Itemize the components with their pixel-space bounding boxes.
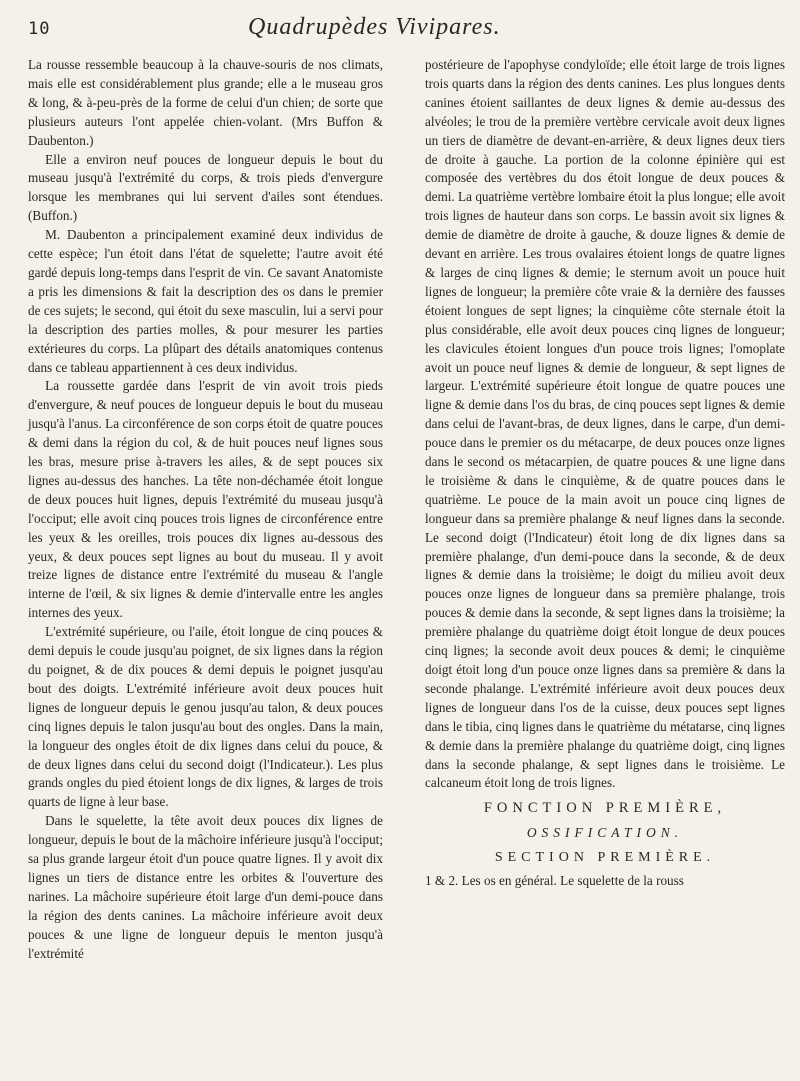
right-column [425, 56, 785, 891]
paragraph: M. Daubenton a principalement examiné deux individus de cette espèce; l'un étoit dans l'état de squelette; l'autre avoit été gardé depuis long-temps dans l'esprit de vin. Ce savant Anatomiste a pris les dimensions & fait la description des os dans le premier de ces sujets; le second, qui étoit du sexe masculin, lui a servi pour la description des parties molles, & pour mesurer les parties extérieures du corps. La plûpart des détails anatomiques contenus dans ce tableau appartiennent à ces deux individus. [28, 227, 383, 375]
paragraph: La roussette gardée dans l'esprit de vin avoit trois pieds d'envergure, & neuf pouces de longueur depuis le bout du museau jusqu'à l'anus. La circonférence de son corps étoit de quatre pouces & demi dans la région du col, & de huit pouces neuf lignes sous les bras, mesure prise à-travers les ailes, & de sept pouces six lignes au-dessus des hanches. La tête non-déchamée étoit longue de deux pouces huit lignes, depuis l'extrémité du museau jusqu'à l'occiput; elle avoit cinq pouces trois lignes de circonférence entre les yeux & les oreilles, trois pouces dix lignes au-dessous des yeux, & deux pouces sept lignes au bout du museau. Il y avoit treize lignes de distance entre l'extrémité du museau & l'angle interne de l'œil, & six lignes & demie d'intervalle entre les angles internes des yeux. [28, 378, 383, 621]
paragraph: La rousse ressemble beaucoup à la chauve-souris de nos climats, mais elle est considérablement plus grande; elle a le museau gros & long, & à-peu-près de la forme de celui d'un chien; de sorte que plusieurs auteurs l'ont appelée chien-volant. (Mrs Buffon & Daubenton.) [28, 57, 383, 148]
page-header [28, 14, 772, 54]
page-number: 10 [28, 19, 51, 39]
paragraph: Elle a environ neuf pouces de longueur depuis le bout du museau jusqu'à l'extrémité du corps, & trois pieds d'envergure lorsque les membranes qui lui servent d'ailes sont étendues. (Buffon.) [28, 151, 383, 224]
section-heading-ossification: OSSIFICATION. [526, 825, 684, 841]
running-title: Quadrupèdes Vivipares. [248, 14, 501, 40]
section-heading-function: FONCTION PREMIÈRE, [483, 800, 727, 817]
paragraph: L'extrémité supérieure, ou l'aile, étoit longue de cinq pouces & demi depuis le coude jusqu'au poignet, de six lignes dans la région du poignet, & de dix pouces & demi depuis le poignet jusqu'au bout des doigts. L'extrémité inférieure avoit deux pouces huit lignes de longueur depuis le genou jusqu'au talon, & deux pouces cinq lignes depuis le talon jusqu'au bout des ongles. Dans la main, la longueur des ongles étoit de dix lignes dans celui du pouce, & de deux lignes dans celui du second doigt (l'Indicateur.). Les plus grands ongles du pied étoient longs de dix lignes, & larges de trois quarts de ligne à leur base. [28, 624, 383, 810]
section-heading-section: SECTION PREMIÈRE. [494, 850, 716, 866]
paragraph: postérieure de l'apophyse condyloïde; elle étoit large de trois lignes trois quarts dans la région des dents canines. Les plus longues dents canines étoient saillantes de deux lignes & demie au-dessus des alvéoles; le trou de la première vertèbre cervicale avoit deux lignes un tiers de diamètre de devant-en-arrière, & deux lignes deux tiers de droite à gauche. La portion de la colonne épinière qui est composée des vertèbres du dos étoit longue de deux pouces & demi. La quatrième vertèbre lombaire étoit la plus longue; elle avoit trois lignes de hauteur dans son corps. Le bassin avoit six lignes & demie de diamètre de droite à gauche, & douze lignes & demie de devant en arrière. Les trous ovalaires étoient longs de quatre lignes & larges de cinq lignes & demie; le sternum avoit un pouce huit lignes de longueur; la première côte vraie & la dernière des fausses étoient longues de sept lignes; la cinquième côte sternale étoit la plus considérable, elle avoit deux pouces cinq lignes de longueur; les clavicules étoient longues d'un pouce trois lignes; l'omoplate avoit un pouce neuf lignes & demie de longueur, & sept lignes de largeur. L'extrémité supérieure étoit longue de quatre pouces une ligne & demie dans l'os du bras, de cinq pouces sept lignes & demie dans celui de l'avant-bras, de deux lignes, dans le carpe, d'un demi-pouce dans le premier os du métacarpe, de deux pouces onze lignes dans le second os métacarpien, de quatre pouces & une ligne dans le troisième & dans le cinquième, & de quatre pouces dans le quatrième. Le pouce de la main avoit un pouce cinq lignes de longueur dans sa première phalange & neuf lignes dans la seconde. Le second doigt (l'Indicateur) étoit long de dix lignes dans sa première phalange, d'un demi-pouce dans la seconde, & de deux lignes & demie dans la troisième; le doigt du milieu avoit deux pouces onze lignes de longueur dans sa première phalange, trois pouces & demie dans la seconde, & sept lignes dans la troisième; la première phalange du quatrième doigt étoit longue de deux pouces cinq lignes; la seconde avoit deux pouces & demi; le cinquième doigt étoit long d'un pouce onze lignes dans sa première & dans la seconde phalange. L'extrémité inférieure avoit deux pouces deux lignes de longueur dans l'os de la cuisse, deux pouces sept lignes dans le tibia, cinq lignes dans le quatrième du métatarse, cinq lignes & demie dans la première phalange du quatrième doigt, cinq lignes dans la seconde phalange, & sept lignes dans le troisième. Le calcaneum étoit long de trois lignes. [425, 57, 785, 791]
closing-line: 1 & 2. Les os en général. Le squelette de la rouss [425, 873, 684, 889]
paragraph: Dans le squelette, la tête avoit deux pouces dix lignes de longueur, depuis le bout de la mâchoire inférieure jusqu'à l'occiput; sa plus grande largeur étoit d'un pouce quatre lignes. Il y avoit dix lignes un tiers de distance entre les orbites & l'ouverture des narines. La mâchoire supérieure étoit large d'un demi-pouce dans la région des dents canines. La mâchoire inférieure avoit deux pouces & une ligne de longueur depuis le menton jusqu'à l'extrémité [28, 813, 383, 961]
left-column [28, 56, 383, 964]
